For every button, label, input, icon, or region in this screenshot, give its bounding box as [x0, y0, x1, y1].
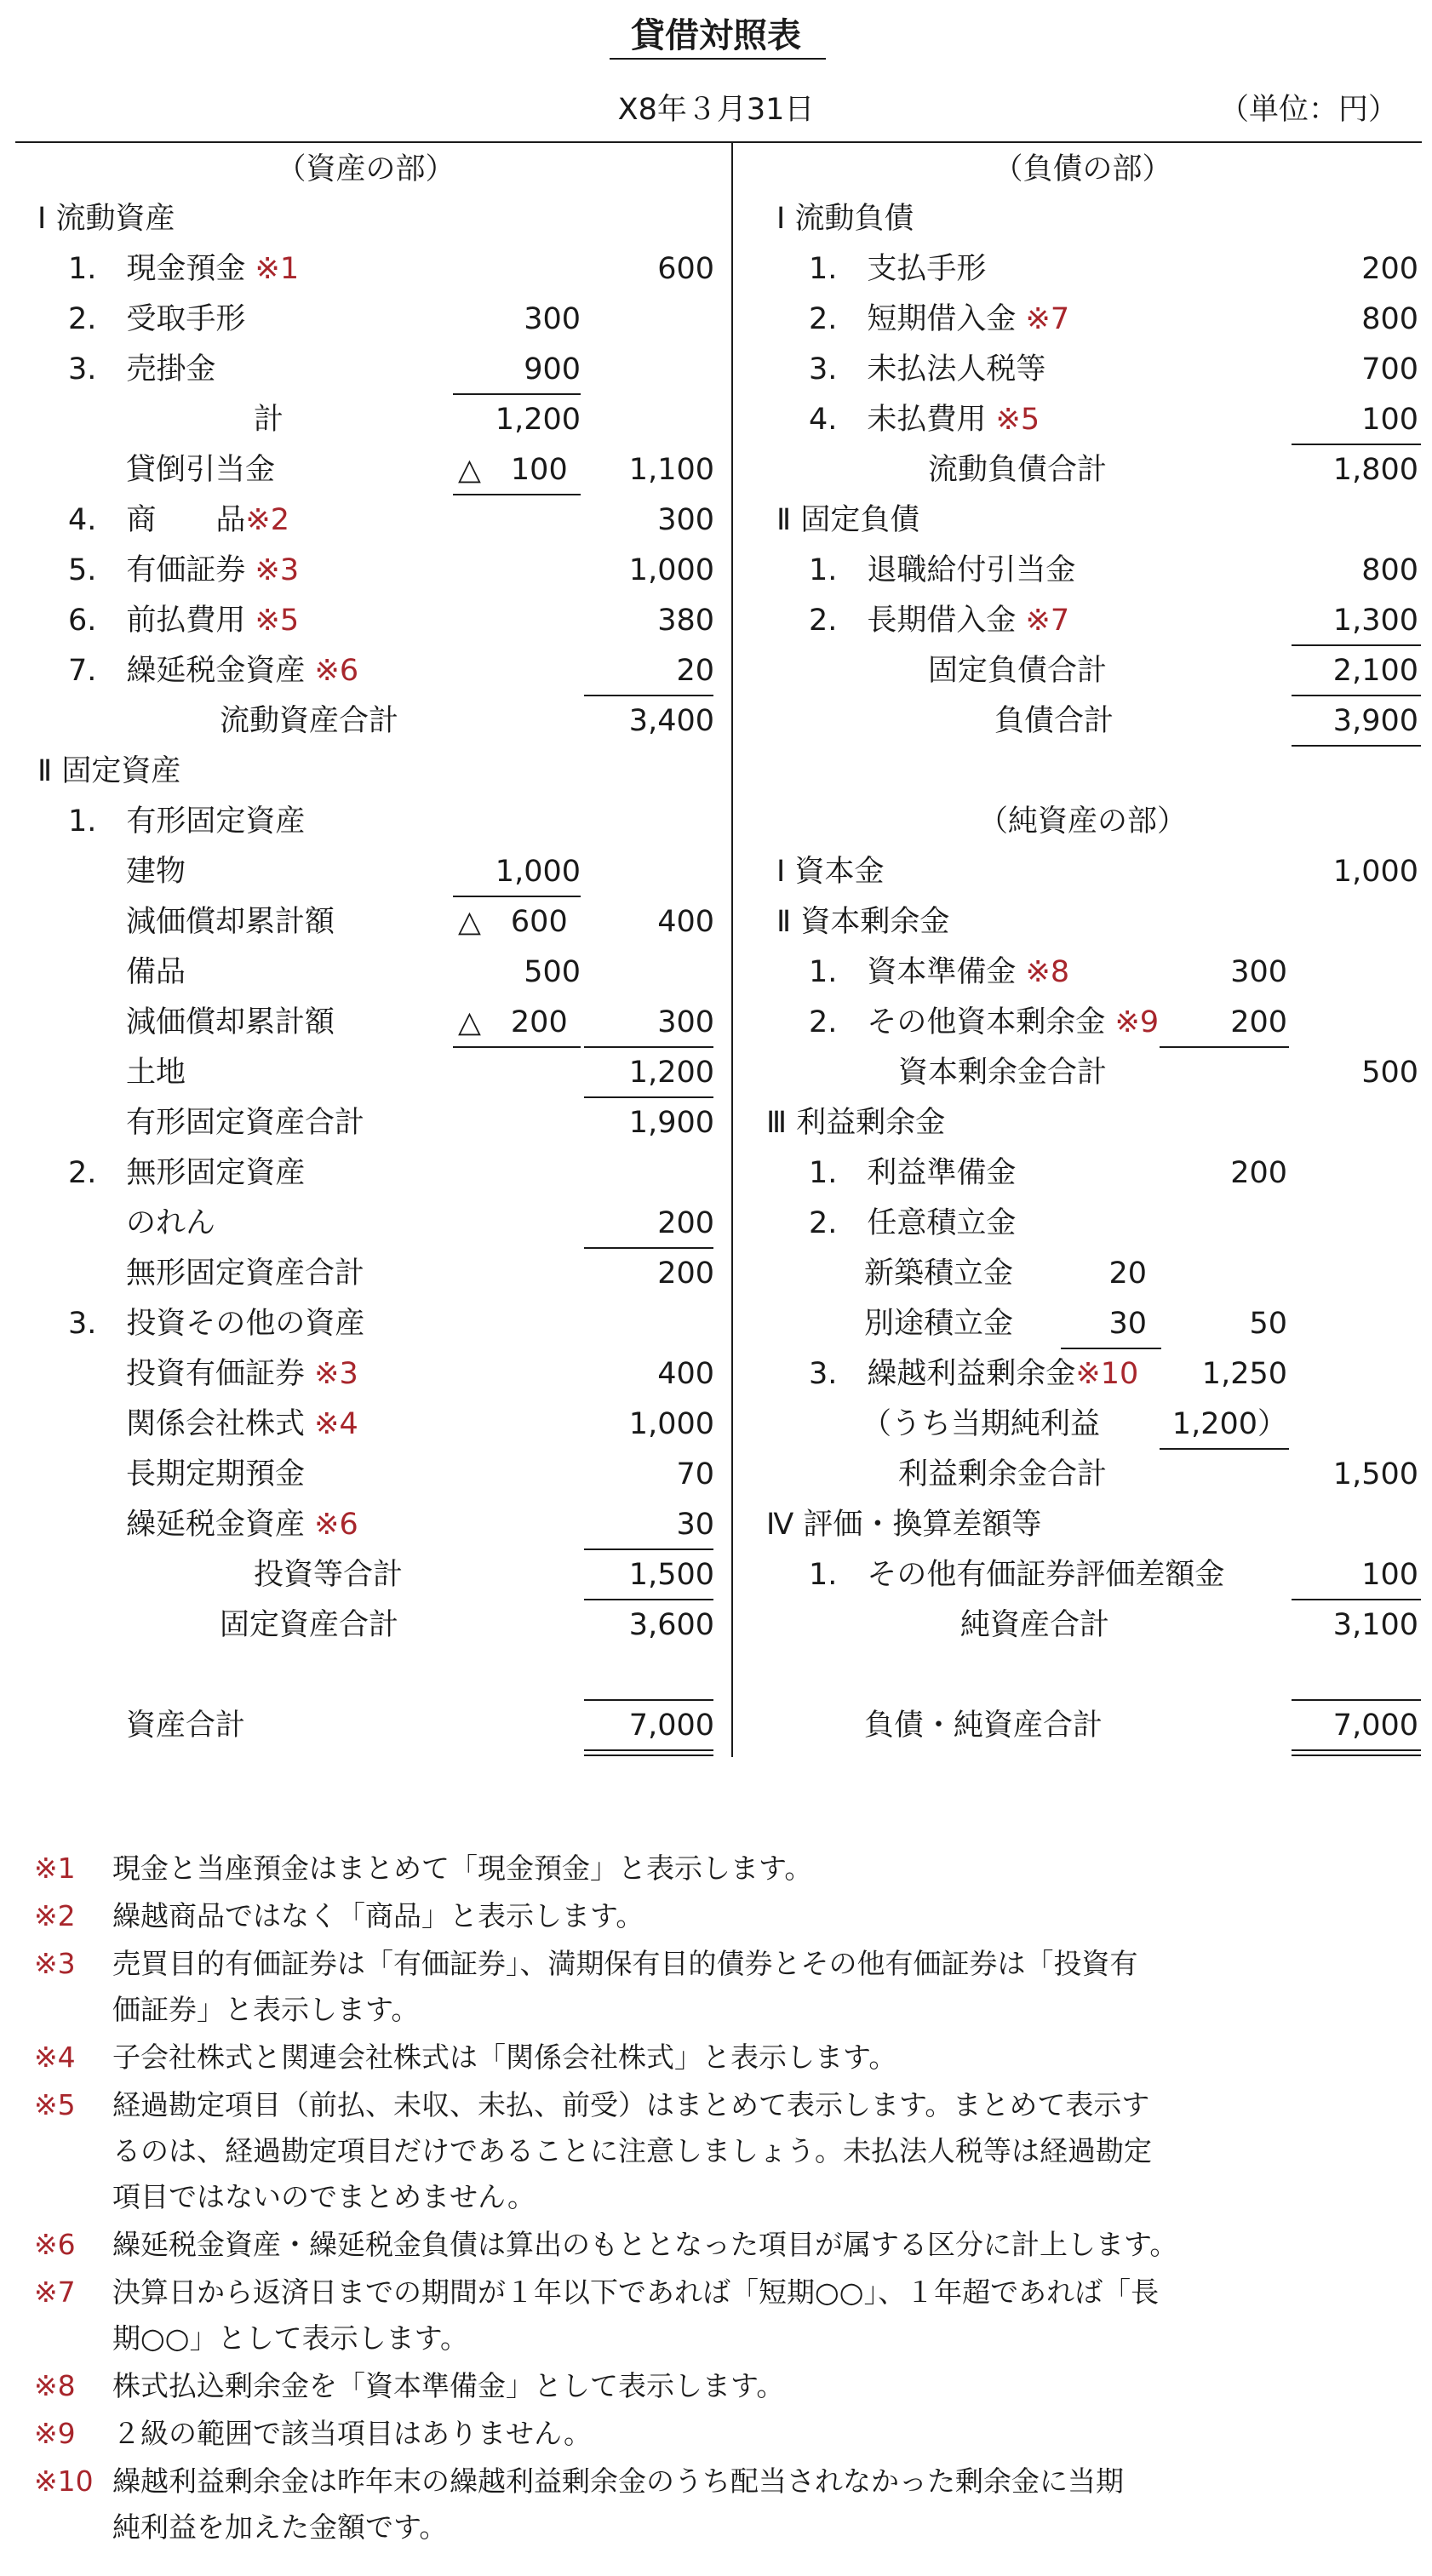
- capital-surplus-total-label: 資本剰余金合計: [898, 1056, 1108, 1090]
- footnote-line: 決算日から返済日までの期間が１年以下であれば「短期○○」、１年超であれば「長: [112, 2275, 1160, 2309]
- footnote: [34, 2363, 1362, 2409]
- fixed-assets-heading: Ⅱ 固定資産: [37, 754, 181, 788]
- footnote-text: [112, 1893, 644, 1939]
- goodwill-value: 200: [657, 1206, 714, 1240]
- investment-securities-row: 投資有価証券 ※3: [126, 1357, 358, 1391]
- footnote-line: 価証券」と表示します。: [112, 1993, 420, 2026]
- tangible-total-label: 有形固定資産合計: [126, 1106, 365, 1140]
- retained-earnings-heading: Ⅲ 利益剰余金: [766, 1106, 946, 1140]
- notes-payable-label: 1. 支払手形: [809, 252, 987, 286]
- building-value: 1,000: [495, 855, 581, 889]
- note-ref: ※6: [314, 654, 359, 688]
- grand-total-label: 負債・純資産合計: [864, 1709, 1103, 1743]
- footnote-line: 子会社株式と関連会社株式は「関係会社株式」と表示します。: [112, 2041, 897, 2074]
- note-ref: ※7: [1025, 302, 1070, 336]
- long-term-borrowings-value: 1,300: [1332, 604, 1418, 638]
- rule: [453, 896, 581, 897]
- note-ref: ※4: [314, 1407, 358, 1441]
- footnote-line: 項目ではないのでまとめません。: [112, 2180, 536, 2213]
- footnote-text: [112, 2082, 1152, 2220]
- fixed-liabilities-total-value: 2,100: [1332, 654, 1418, 688]
- footnote-mark: ※8: [34, 2369, 76, 2402]
- notes-receivable-label: 2. 受取手形: [68, 302, 246, 336]
- footnote-line: 経過勘定項目（前払、未収、未払、前受）はまとめて表示します。まとめて表示す: [112, 2088, 1150, 2121]
- dta-fixed-value: 30: [676, 1508, 714, 1542]
- intangible-heading: 2. 無形固定資産: [68, 1156, 306, 1190]
- retained-carried-forward-row: 3. 繰越利益剰余金※10: [809, 1357, 1139, 1391]
- rule: [1160, 1448, 1289, 1450]
- rule: [584, 1046, 713, 1048]
- footnote-line: 株式払込剰余金を「資本準備金」として表示します。: [112, 2369, 785, 2402]
- footnote: [34, 1941, 1362, 2033]
- long-term-borrowings-row: 2. 長期借入金 ※7: [809, 604, 1070, 638]
- other-capital-surplus-value: 200: [1230, 1005, 1287, 1039]
- note-ref: ※5: [255, 604, 300, 638]
- grand-total-value: 7,000: [1332, 1709, 1418, 1743]
- capital-label: Ⅰ 資本金: [776, 855, 885, 889]
- short-term-borrowings-row: 2. 短期借入金 ※7: [809, 302, 1070, 336]
- affiliate-shares-row: 関係会社株式 ※4: [126, 1407, 358, 1441]
- depreciation-label: 減価償却累計額: [126, 1005, 335, 1039]
- dta-fixed-row: 繰延税金資産 ※6: [126, 1508, 358, 1542]
- note-ref: ※7: [1025, 604, 1070, 638]
- footnote: [34, 2082, 1362, 2220]
- retirement-allowance-label: 1. 退職給付引当金: [809, 553, 1076, 587]
- allowance-label: 貸倒引当金: [126, 453, 276, 487]
- dta-value: 20: [676, 654, 714, 688]
- footnote-mark: ※6: [34, 2228, 76, 2261]
- footnote-text: [112, 2035, 896, 2081]
- current-liabilities-total-label: 流動負債合計: [928, 453, 1108, 487]
- receivables-subtotal-value: 1,200: [495, 403, 581, 437]
- footnote: [34, 2222, 1362, 2268]
- rule: [453, 494, 581, 495]
- merchandise-value: 300: [657, 503, 714, 537]
- general-reserve-label: 別途積立金: [864, 1307, 1014, 1341]
- capital-reserve-value: 300: [1230, 955, 1287, 989]
- footnote-mark: ※9: [34, 2417, 76, 2450]
- note-ref: ※6: [314, 1508, 358, 1542]
- tangible-heading: 1. 有形固定資産: [68, 804, 306, 839]
- footnote-text: [112, 2270, 1159, 2361]
- header-rule: [15, 141, 1422, 143]
- other-capital-surplus-row: 2. その他資本剰余金 ※9: [809, 1005, 1160, 1039]
- equipment-value: 500: [524, 955, 581, 989]
- footnote: [34, 2411, 1362, 2457]
- note-ref: ※5: [995, 403, 1040, 437]
- liabilities-heading: （負債の部）: [993, 152, 1172, 186]
- page-title: 貸借対照表: [631, 16, 801, 55]
- net-income-value: 1,200）: [1171, 1407, 1287, 1441]
- footnote-line: 繰越利益剰余金は昨年末の繰越利益剰余金のうち配当されなかった剰余金に当期: [112, 2464, 1124, 2498]
- footnote: [34, 2035, 1362, 2081]
- equity-heading: （純資産の部）: [977, 804, 1187, 839]
- accounts-receivable-value: 900: [524, 352, 581, 386]
- footnote-mark: ※3: [34, 1947, 76, 1980]
- equity-total-label: 純資産合計: [960, 1608, 1110, 1642]
- income-tax-payable-label: 3. 未払法人税等: [809, 352, 1046, 386]
- rule: [1292, 745, 1421, 747]
- affiliate-shares-value: 1,000: [628, 1407, 714, 1441]
- investments-total-label: 投資等合計: [254, 1558, 404, 1592]
- rule: [1160, 1046, 1289, 1048]
- investment-securities-value: 400: [657, 1357, 714, 1391]
- rule: [453, 1046, 581, 1048]
- note-ref: ※8: [1025, 955, 1070, 989]
- fixed-liabilities-heading: Ⅱ 固定負債: [776, 503, 920, 537]
- footnote-mark: ※2: [34, 1899, 76, 1932]
- general-reserve-value: 30: [1108, 1307, 1147, 1341]
- title-underline: [610, 58, 826, 60]
- footnote-mark: ※7: [34, 2275, 76, 2309]
- double-rule: [1292, 1755, 1421, 1756]
- note-ref: ※1: [255, 252, 300, 286]
- new-building-reserve-value: 20: [1108, 1257, 1147, 1291]
- note-ref: ※3: [255, 553, 300, 587]
- current-assets-total-value: 3,400: [628, 704, 714, 738]
- allowance-net-value: 1,100: [628, 453, 714, 487]
- goodwill-label: のれん: [126, 1206, 216, 1240]
- dta-row: 7. 繰延税金資産 ※6: [68, 654, 359, 688]
- cash-row: 1. 現金預金 ※1: [68, 252, 300, 286]
- capital-reserve-row: 1. 資本準備金 ※8: [809, 955, 1070, 989]
- equipment-label: 備品: [126, 955, 186, 989]
- intangible-total-value: 200: [657, 1257, 714, 1291]
- footnote-line: 繰越商品ではなく「商品」と表示します。: [112, 1899, 644, 1932]
- footnote-line: 期○○」として表示します。: [112, 2321, 468, 2355]
- footnote-text: [112, 2411, 592, 2457]
- legal-reserve-value: 200: [1230, 1156, 1287, 1190]
- footnote-line: 売買目的有価証券は「有価証券」、満期保有目的債券とその他有価証券は「投資有: [112, 1947, 1138, 1980]
- equipment-net-value: 300: [657, 1005, 714, 1039]
- footnote-line: ２級の範囲で該当項目はありません。: [112, 2417, 592, 2450]
- capital-surplus-heading: Ⅱ 資本剰余金: [776, 905, 950, 939]
- double-rule: [1292, 1749, 1421, 1751]
- legal-reserve-label: 1. 利益準備金: [809, 1156, 1017, 1190]
- new-building-reserve-label: 新築積立金: [864, 1257, 1014, 1291]
- retained-earnings-total-value: 1,500: [1332, 1457, 1418, 1491]
- prepaid-value: 380: [657, 604, 714, 638]
- footnote-line: 純利益を加えた金額です。: [112, 2510, 448, 2544]
- securities-row: 5. 有価証券 ※3: [68, 553, 300, 587]
- notes-payable-value: 200: [1361, 252, 1418, 286]
- fixed-assets-total-label: 固定資産合計: [220, 1608, 399, 1642]
- double-rule: [584, 1755, 713, 1756]
- current-liabilities-heading: Ⅰ 流動負債: [776, 202, 914, 236]
- retained-carried-forward-value: 1,250: [1201, 1357, 1287, 1391]
- land-value: 1,200: [628, 1056, 714, 1090]
- footnote-line: 現金と当座預金はまとめて「現金預金」と表示します。: [112, 1852, 813, 1885]
- long-term-deposit-label: 長期定期預金: [126, 1457, 306, 1491]
- footnotes: [34, 1846, 1362, 2552]
- liabilities-total-label: 負債合計: [994, 704, 1114, 738]
- investments-total-value: 1,500: [628, 1558, 714, 1592]
- valuation-heading: Ⅳ 評価・換算差額等: [766, 1508, 1042, 1542]
- balance-date: X8年３月31日: [617, 93, 815, 127]
- retained-earnings-total-label: 利益剰余金合計: [898, 1457, 1108, 1491]
- prepaid-row: 6. 前払費用 ※5: [68, 604, 300, 638]
- voluntary-reserve-total-value: 50: [1249, 1307, 1287, 1341]
- income-tax-payable-value: 700: [1361, 352, 1418, 386]
- fixed-liabilities-total-label: 固定負債合計: [928, 654, 1108, 688]
- footnote: [34, 1893, 1362, 1939]
- footnote-text: [112, 2222, 1177, 2268]
- land-label: 土地: [126, 1056, 186, 1090]
- net-income-label: （うち当期純利益: [862, 1407, 1101, 1441]
- footnote-mark: ※5: [34, 2088, 76, 2121]
- merchandise-row: 4. 商 品※2: [68, 503, 290, 537]
- current-assets-total-label: 流動資産合計: [220, 704, 399, 738]
- note-ref: ※3: [314, 1357, 358, 1391]
- accrued-expenses-row: 4. 未払費用 ※5: [809, 403, 1040, 437]
- note-ref: ※10: [1075, 1357, 1139, 1391]
- depreciation-label: 減価償却累計額: [126, 905, 335, 939]
- retirement-allowance-value: 800: [1361, 553, 1418, 587]
- securities-value: 1,000: [628, 553, 714, 587]
- liabilities-total-value: 3,900: [1332, 704, 1418, 738]
- footnote: [34, 1846, 1362, 1892]
- securities-valuation-value: 100: [1361, 1558, 1418, 1592]
- current-assets-heading: Ⅰ 流動資産: [37, 202, 175, 236]
- equity-total-value: 3,100: [1332, 1608, 1418, 1642]
- short-term-borrowings-value: 800: [1361, 302, 1418, 336]
- investments-heading: 3. 投資その他の資産: [68, 1307, 365, 1341]
- footnote-line: 繰延税金資産・繰延税金負債は算出のもととなった項目が属する区分に計上します。: [112, 2228, 1178, 2261]
- footnote-text: [112, 1846, 812, 1892]
- double-rule: [584, 1749, 713, 1751]
- current-liabilities-total-value: 1,800: [1332, 453, 1418, 487]
- accrued-expenses-value: 100: [1361, 403, 1418, 437]
- capital-surplus-total-value: 500: [1361, 1056, 1418, 1090]
- voluntary-reserve-heading: 2. 任意積立金: [809, 1206, 1017, 1240]
- footnote: [34, 2270, 1362, 2361]
- unit-label: （単位：円）: [1218, 93, 1398, 127]
- center-divider: [731, 143, 733, 1757]
- long-term-deposit-value: 70: [676, 1457, 714, 1491]
- securities-valuation-label: 1. その他有価証券評価差額金: [809, 1558, 1225, 1592]
- accounts-receivable-label: 3. 売掛金: [68, 352, 216, 386]
- fixed-assets-total-value: 3,600: [628, 1608, 714, 1642]
- cash-value: 600: [657, 252, 714, 286]
- footnote-text: [112, 2459, 1124, 2550]
- building-net-value: 400: [657, 905, 714, 939]
- capital-value: 1,000: [1332, 855, 1418, 889]
- footnote-mark: ※10: [34, 2464, 94, 2498]
- depreciation-inner: △ 200: [458, 1005, 568, 1039]
- assets-total-value: 7,000: [628, 1709, 714, 1743]
- note-ref: ※2: [245, 503, 290, 537]
- footnote-line: るのは、経過勘定項目だけであることに注意しましょう。未払法人税等は経過勘定: [112, 2134, 1152, 2167]
- receivables-subtotal-label: 計: [254, 403, 284, 437]
- tangible-total-value: 1,900: [628, 1106, 714, 1140]
- note-ref: ※9: [1114, 1005, 1160, 1039]
- footnote-mark: ※4: [34, 2041, 76, 2074]
- footnote: [34, 2459, 1362, 2550]
- depreciation-inner: △ 600: [458, 905, 568, 939]
- notes-receivable-value: 300: [524, 302, 581, 336]
- assets-heading: （資産の部）: [276, 152, 455, 186]
- intangible-total-label: 無形固定資産合計: [126, 1257, 365, 1291]
- footnote-text: [112, 1941, 1138, 2033]
- assets-total-label: 資産合計: [126, 1709, 246, 1743]
- footnote-mark: ※1: [34, 1852, 76, 1885]
- allowance-inner: △ 100: [458, 453, 568, 487]
- building-label: 建物: [126, 855, 186, 889]
- footnote-text: [112, 2363, 784, 2409]
